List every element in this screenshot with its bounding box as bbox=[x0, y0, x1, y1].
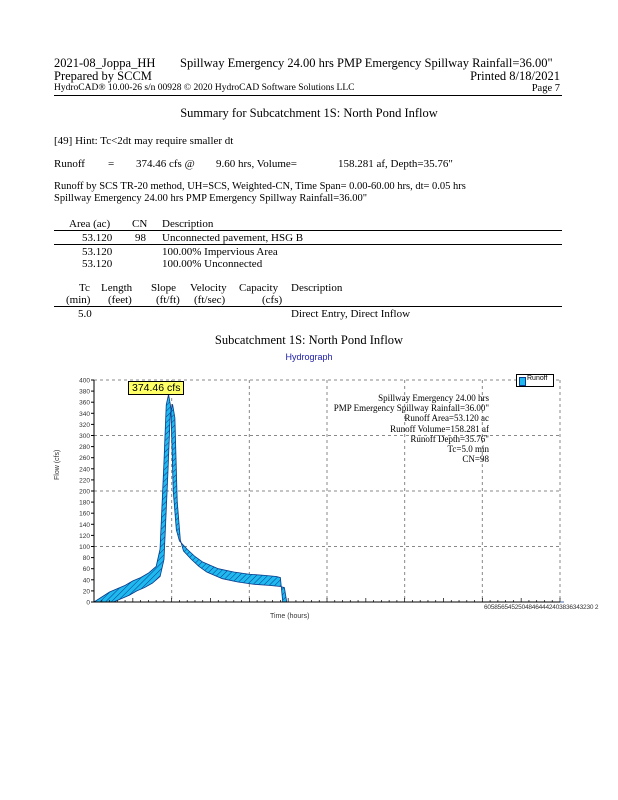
y-tick-label: 340 bbox=[79, 410, 90, 418]
y-tick-label: 220 bbox=[79, 477, 90, 485]
length-header: Length bbox=[101, 282, 133, 294]
tc-value: 5.0 bbox=[78, 308, 92, 320]
capacity-unit: (cfs) bbox=[262, 294, 283, 306]
velocity-unit: (ft/sec) bbox=[194, 294, 226, 306]
y-tick-label: 380 bbox=[79, 388, 90, 396]
y-tick-label: 180 bbox=[79, 499, 90, 507]
y-tick-label: 200 bbox=[79, 488, 90, 496]
y-tick-label: 0 bbox=[86, 599, 90, 607]
y-tick-label: 320 bbox=[79, 421, 90, 429]
chart-subtitle: Hydrograph bbox=[285, 352, 333, 362]
area-row-desc: 100.00% Impervious Area bbox=[162, 246, 278, 258]
annotation-line: Runoff Volume=158.281 af bbox=[390, 423, 489, 434]
annotation-line: Runoff Depth=35.76" bbox=[410, 433, 489, 444]
chart-legend bbox=[516, 374, 554, 387]
x-tick-labels: 60585654525048464442403836343230 2 bbox=[484, 604, 599, 611]
annotation-line: CN=98 bbox=[462, 454, 489, 465]
chart-title: Subcatchment 1S: North Pond Inflow bbox=[214, 333, 404, 347]
runoff-eq: = bbox=[108, 158, 115, 170]
y-tick-label: 260 bbox=[79, 455, 90, 463]
prepared-by: Prepared by SCCM bbox=[54, 69, 152, 83]
annotation-line: Runoff Area=53.120 ac bbox=[404, 413, 489, 424]
y-tick-label: 100 bbox=[79, 544, 90, 551]
y-axis-title: Flow (cfs) bbox=[54, 449, 61, 480]
hint-line: [49] Hint: Tc<2dt may require smaller dt bbox=[54, 135, 234, 147]
area-row-value: 53.120 bbox=[82, 246, 113, 258]
printed-date: Printed 8/18/2021 bbox=[470, 69, 560, 83]
y-tick-label: 40 bbox=[82, 577, 90, 585]
area-row-desc: 100.00% Unconnected bbox=[162, 258, 263, 270]
legend-swatch bbox=[519, 377, 526, 386]
tc-header: Tc bbox=[79, 282, 90, 294]
slope-unit: (ft/ft) bbox=[156, 294, 180, 306]
runoff-volume: 158.281 af, Depth=35.76" bbox=[338, 158, 453, 170]
chart-annotations bbox=[334, 393, 489, 464]
y-tick-label: 280 bbox=[79, 444, 90, 452]
project-name: 2021-08_Joppa_HH bbox=[54, 56, 156, 70]
storm-name: Spillway Emergency 24.00 hrs PMP Emergency Spillway Rainfall=36.00" bbox=[180, 56, 553, 70]
area-row-value: 53.120 bbox=[82, 258, 113, 270]
y-tick-label: 120 bbox=[79, 532, 90, 540]
area-row-cn: 98 bbox=[135, 232, 146, 244]
annotation-line: PMP Emergency Spillway Rainfall=36.00" bbox=[333, 403, 489, 414]
cn-col-header: CN bbox=[132, 218, 148, 230]
y-tick-label: 60 bbox=[82, 566, 90, 574]
x-axis-title: Time (hours) bbox=[270, 613, 310, 620]
legend-label: Runoff bbox=[527, 375, 548, 382]
software-line: HydroCAD® 10.00-26 s/n 00928 © 2020 HydroCAD Software Solutions LLC bbox=[54, 83, 355, 93]
runoff-time: 9.60 hrs, Volume= bbox=[216, 158, 297, 170]
runoff-label: Runoff bbox=[54, 158, 85, 170]
slope-header: Slope bbox=[151, 282, 177, 294]
y-tick-label: 160 bbox=[79, 510, 90, 518]
velocity-header: Velocity bbox=[190, 282, 227, 294]
runoff-peak: 374.46 cfs @ bbox=[136, 158, 195, 170]
method-line-2: Spillway Emergency 24.00 hrs PMP Emergency Spillway Rainfall=36.00" bbox=[54, 193, 368, 204]
y-tick-label: 80 bbox=[82, 555, 90, 563]
y-tick-label: 240 bbox=[79, 466, 90, 474]
tc-unit: (min) bbox=[66, 294, 91, 306]
y-tick-label: 300 bbox=[79, 433, 90, 440]
annotation-line: Tc=5.0 min bbox=[447, 444, 489, 455]
summary-title: Summary for Subcatchment 1S: North Pond Inflow bbox=[180, 106, 438, 120]
length-unit: (feet) bbox=[108, 294, 132, 306]
area-row-desc: Unconnected pavement, HSG B bbox=[162, 232, 304, 244]
runoff-series-area bbox=[94, 394, 564, 602]
tc-description: Direct Entry, Direct Inflow bbox=[291, 308, 411, 320]
y-tick-label: 20 bbox=[82, 588, 90, 596]
y-tick-label: 360 bbox=[79, 399, 90, 407]
y-tick-label: 140 bbox=[79, 521, 90, 529]
description-header: Description bbox=[291, 282, 343, 294]
area-col-header: Area (ac) bbox=[69, 218, 111, 230]
y-tick-label: 400 bbox=[79, 377, 90, 385]
peak-callout: 374.46 cfs bbox=[128, 381, 184, 395]
annotation-line: Spillway Emergency 24.00 hrs bbox=[378, 393, 489, 403]
page-number: Page 7 bbox=[531, 83, 560, 94]
desc-col-header: Description bbox=[162, 218, 214, 230]
capacity-header: Capacity bbox=[239, 282, 279, 294]
method-line-1: Runoff by SCS TR-20 method, UH=SCS, Weighted-CN, Time Span= 0.00-60.00 hrs, dt= 0.05 hrs bbox=[54, 181, 466, 192]
area-row-value: 53.120 bbox=[82, 232, 113, 244]
